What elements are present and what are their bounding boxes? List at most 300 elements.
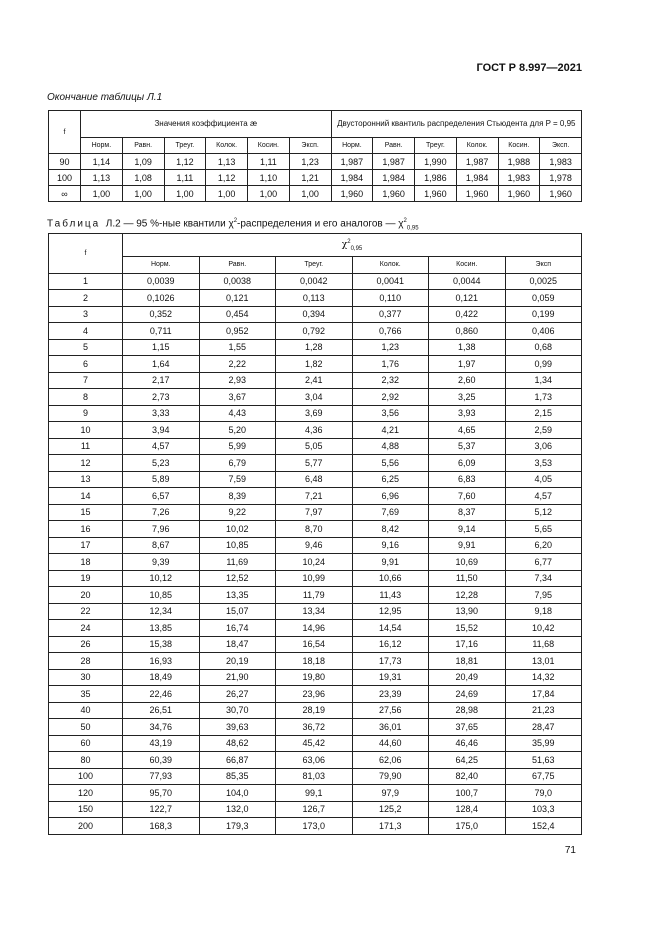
table-cell: 45,42 bbox=[276, 735, 353, 752]
table-row bbox=[49, 735, 582, 752]
table-cell: 100,7 bbox=[429, 785, 506, 802]
column-header: Эксп bbox=[505, 257, 582, 274]
table-cell: 2,41 bbox=[276, 372, 353, 389]
table-cell: 15,38 bbox=[123, 636, 200, 653]
table-cell: 0,1026 bbox=[123, 290, 200, 307]
table-row bbox=[49, 719, 582, 736]
table-cell: 0,0039 bbox=[123, 273, 200, 290]
f-header: f bbox=[49, 234, 123, 274]
table-cell: 46,46 bbox=[429, 735, 506, 752]
f-value: 50 bbox=[49, 719, 123, 736]
table2-caption-label: Таблица bbox=[47, 218, 101, 230]
table-row bbox=[49, 785, 582, 802]
f-value: 11 bbox=[49, 438, 123, 455]
table-cell: 82,40 bbox=[429, 768, 506, 785]
table-row bbox=[49, 488, 582, 505]
table-cell: 1,987 bbox=[331, 154, 373, 170]
table-cell: 77,93 bbox=[123, 768, 200, 785]
column-header: Косин. bbox=[248, 138, 290, 154]
table-cell: 168,3 bbox=[123, 818, 200, 835]
table-cell: 1,15 bbox=[123, 339, 200, 356]
f-value: 19 bbox=[49, 570, 123, 587]
table-cell: 21,23 bbox=[505, 702, 582, 719]
table-cell: 13,35 bbox=[199, 587, 276, 604]
table-cell: 17,84 bbox=[505, 686, 582, 703]
table-cell: 1,00 bbox=[122, 186, 164, 202]
table-cell: 0,0042 bbox=[276, 273, 353, 290]
column-header: Эксп. bbox=[540, 138, 582, 154]
table-cell: 0,952 bbox=[199, 323, 276, 340]
table-cell: 24,69 bbox=[429, 686, 506, 703]
table-cell: 7,96 bbox=[123, 521, 200, 538]
table-cell: 3,67 bbox=[199, 389, 276, 406]
table-cell: 1,00 bbox=[164, 186, 206, 202]
table-cell: 34,76 bbox=[123, 719, 200, 736]
table-row bbox=[49, 290, 582, 307]
table-cell: 3,06 bbox=[505, 438, 582, 455]
table-cell: 10,42 bbox=[505, 620, 582, 637]
chi-square-group-header bbox=[123, 234, 582, 257]
table-cell: 0,110 bbox=[352, 290, 429, 307]
table-cell: 2,15 bbox=[505, 405, 582, 422]
table-row bbox=[49, 471, 582, 488]
table-cell: 26,51 bbox=[123, 702, 200, 719]
table-cell: 8,37 bbox=[429, 504, 506, 521]
f-value: 40 bbox=[49, 702, 123, 719]
table-cell: 8,70 bbox=[276, 521, 353, 538]
table-cell: 122,7 bbox=[123, 801, 200, 818]
table-cell: 3,56 bbox=[352, 405, 429, 422]
f-value: 60 bbox=[49, 735, 123, 752]
table-cell: 12,52 bbox=[199, 570, 276, 587]
table2-caption-mid: -распределения и его аналогов — χ bbox=[237, 218, 404, 230]
table-cell: 16,54 bbox=[276, 636, 353, 653]
table-cell: 0,0044 bbox=[429, 273, 506, 290]
table-cell: 0,792 bbox=[276, 323, 353, 340]
table-cell: 10,85 bbox=[199, 537, 276, 554]
column-header: Колок. bbox=[206, 138, 248, 154]
table-cell: 0,121 bbox=[429, 290, 506, 307]
table-row bbox=[49, 323, 582, 340]
f-value: 26 bbox=[49, 636, 123, 653]
table-cell: 97,9 bbox=[352, 785, 429, 802]
table-cell: 10,02 bbox=[199, 521, 276, 538]
column-header: Равн. bbox=[199, 257, 276, 274]
table-cell: 1,986 bbox=[415, 170, 457, 186]
table-cell: 10,12 bbox=[123, 570, 200, 587]
table-row bbox=[49, 438, 582, 455]
table-cell: 7,97 bbox=[276, 504, 353, 521]
table-cell: 4,88 bbox=[352, 438, 429, 455]
table-cell: 1,00 bbox=[206, 186, 248, 202]
column-header: Треуг. bbox=[276, 257, 353, 274]
table-cell: 22,46 bbox=[123, 686, 200, 703]
table-cell: 0,352 bbox=[123, 306, 200, 323]
table-cell: 7,26 bbox=[123, 504, 200, 521]
table-cell: 2,73 bbox=[123, 389, 200, 406]
table-cell: 1,978 bbox=[540, 170, 582, 186]
table-cell: 5,37 bbox=[429, 438, 506, 455]
table-row bbox=[49, 154, 582, 170]
table-cell: 5,65 bbox=[505, 521, 582, 538]
table-cell: 3,69 bbox=[276, 405, 353, 422]
table-cell: 7,21 bbox=[276, 488, 353, 505]
table-cell: 16,93 bbox=[123, 653, 200, 670]
table-cell: 1,38 bbox=[429, 339, 506, 356]
table-cell: 99,1 bbox=[276, 785, 353, 802]
table-cell: 0,0025 bbox=[505, 273, 582, 290]
table-cell: 1,13 bbox=[206, 154, 248, 170]
table-cell: 43,19 bbox=[123, 735, 200, 752]
table-cell: 175,0 bbox=[429, 818, 506, 835]
table-cell: 3,04 bbox=[276, 389, 353, 406]
table-cell: 11,69 bbox=[199, 554, 276, 571]
table-row bbox=[49, 801, 582, 818]
table-cell: 1,960 bbox=[373, 186, 415, 202]
table-cell: 1,09 bbox=[122, 154, 164, 170]
table-cell: 173,0 bbox=[276, 818, 353, 835]
table-cell: 6,79 bbox=[199, 455, 276, 472]
table2-caption-main: Л.2 — 95 %-ные квантили χ bbox=[105, 218, 234, 230]
table-cell: 1,983 bbox=[540, 154, 582, 170]
table-cell: 85,35 bbox=[199, 768, 276, 785]
table-cell: 28,19 bbox=[276, 702, 353, 719]
table2-caption bbox=[47, 218, 419, 231]
table-row bbox=[49, 455, 582, 472]
table-cell: 1,00 bbox=[248, 186, 290, 202]
table-cell: 3,25 bbox=[429, 389, 506, 406]
table-cell: 8,42 bbox=[352, 521, 429, 538]
table-cell: 6,77 bbox=[505, 554, 582, 571]
table-row bbox=[49, 273, 582, 290]
table-cell: 23,39 bbox=[352, 686, 429, 703]
table-cell: 13,90 bbox=[429, 603, 506, 620]
table-row bbox=[49, 818, 582, 835]
f-value: 12 bbox=[49, 455, 123, 472]
f-value: 14 bbox=[49, 488, 123, 505]
table-cell: 7,60 bbox=[429, 488, 506, 505]
table-cell: 1,97 bbox=[429, 356, 506, 373]
table-cell: 14,96 bbox=[276, 620, 353, 637]
f-value: 30 bbox=[49, 669, 123, 686]
table-row bbox=[49, 587, 582, 604]
table-cell: 64,25 bbox=[429, 752, 506, 769]
table-cell: 0,0041 bbox=[352, 273, 429, 290]
table-cell: 1,23 bbox=[289, 154, 331, 170]
table-cell: 11,79 bbox=[276, 587, 353, 604]
table-row bbox=[49, 521, 582, 538]
f-value: 6 bbox=[49, 356, 123, 373]
table-cell: 12,28 bbox=[429, 587, 506, 604]
table-row bbox=[49, 686, 582, 703]
table-cell: 1,960 bbox=[331, 186, 373, 202]
table-row bbox=[49, 339, 582, 356]
table-cell: 0,766 bbox=[352, 323, 429, 340]
table-cell: 26,27 bbox=[199, 686, 276, 703]
coefficient-group-header: Значения коэффициента æ bbox=[81, 111, 332, 138]
table-cell: 1,23 bbox=[352, 339, 429, 356]
table-cell: 12,34 bbox=[123, 603, 200, 620]
f-value: 100 bbox=[49, 170, 81, 186]
table-cell: 6,09 bbox=[429, 455, 506, 472]
table-row bbox=[49, 422, 582, 439]
column-header: Косин. bbox=[498, 138, 540, 154]
column-header: Равн. bbox=[122, 138, 164, 154]
table-cell: 2,60 bbox=[429, 372, 506, 389]
f-value: 1 bbox=[49, 273, 123, 290]
table-cell: 19,31 bbox=[352, 669, 429, 686]
table-cell: 9,91 bbox=[429, 537, 506, 554]
table-row bbox=[49, 636, 582, 653]
table-cell: 23,96 bbox=[276, 686, 353, 703]
table-cell: 27,56 bbox=[352, 702, 429, 719]
table-cell: 16,12 bbox=[352, 636, 429, 653]
f-value: 15 bbox=[49, 504, 123, 521]
table-cell: 7,95 bbox=[505, 587, 582, 604]
table-cell: 60,39 bbox=[123, 752, 200, 769]
table-cell: 1,12 bbox=[206, 170, 248, 186]
table-row bbox=[49, 554, 582, 571]
table-cell: 1,984 bbox=[373, 170, 415, 186]
table-cell: 1,21 bbox=[289, 170, 331, 186]
table-cell: 1,11 bbox=[164, 170, 206, 186]
table-cell: 6,20 bbox=[505, 537, 582, 554]
f-value: 8 bbox=[49, 389, 123, 406]
table-cell: 4,36 bbox=[276, 422, 353, 439]
table-cell: 9,22 bbox=[199, 504, 276, 521]
table-cell: 18,49 bbox=[123, 669, 200, 686]
table-cell: 5,99 bbox=[199, 438, 276, 455]
table-cell: 6,96 bbox=[352, 488, 429, 505]
table-row bbox=[49, 653, 582, 670]
table-cell: 81,03 bbox=[276, 768, 353, 785]
table-cell: 1,12 bbox=[164, 154, 206, 170]
table-cell: 0,711 bbox=[123, 323, 200, 340]
table-cell: 12,95 bbox=[352, 603, 429, 620]
table-cell: 48,62 bbox=[199, 735, 276, 752]
table-cell: 10,24 bbox=[276, 554, 353, 571]
table-cell: 13,34 bbox=[276, 603, 353, 620]
table-cell: 28,98 bbox=[429, 702, 506, 719]
table-cell: 1,960 bbox=[498, 186, 540, 202]
table-cell: 0,454 bbox=[199, 306, 276, 323]
table-cell: 0,059 bbox=[505, 290, 582, 307]
table-cell: 2,17 bbox=[123, 372, 200, 389]
table-row bbox=[49, 170, 582, 186]
f-value: 80 bbox=[49, 752, 123, 769]
table-cell: 21,90 bbox=[199, 669, 276, 686]
f-value: 24 bbox=[49, 620, 123, 637]
table-cell: 14,32 bbox=[505, 669, 582, 686]
table2-caption-sup1: 2 bbox=[233, 218, 238, 224]
table-cell: 2,32 bbox=[352, 372, 429, 389]
table-cell: 2,59 bbox=[505, 422, 582, 439]
table-cell: 79,0 bbox=[505, 785, 582, 802]
table-cell: 9,91 bbox=[352, 554, 429, 571]
table-cell: 103,3 bbox=[505, 801, 582, 818]
table-cell: 125,2 bbox=[352, 801, 429, 818]
column-header: Колок. bbox=[456, 138, 498, 154]
f-value: 35 bbox=[49, 686, 123, 703]
table-cell: 179,3 bbox=[199, 818, 276, 835]
f-value: 90 bbox=[49, 154, 81, 170]
table1-caption: Окончание таблицы Л.1 bbox=[47, 92, 163, 103]
table-cell: 6,48 bbox=[276, 471, 353, 488]
f-value: ∞ bbox=[49, 186, 81, 202]
table-cell: 0,199 bbox=[505, 306, 582, 323]
table-cell: 95,70 bbox=[123, 785, 200, 802]
table-cell: 0,0038 bbox=[199, 273, 276, 290]
table-cell: 20,19 bbox=[199, 653, 276, 670]
table-cell: 0,113 bbox=[276, 290, 353, 307]
table-cell: 0,406 bbox=[505, 323, 582, 340]
table-cell: 1,984 bbox=[331, 170, 373, 186]
table-cell: 28,47 bbox=[505, 719, 582, 736]
page-number: 71 bbox=[564, 845, 576, 856]
chi-sub: 0,95 bbox=[350, 245, 363, 252]
table-cell: 35,99 bbox=[505, 735, 582, 752]
table-cell: 9,46 bbox=[276, 537, 353, 554]
table-cell: 1,28 bbox=[276, 339, 353, 356]
f-value: 10 bbox=[49, 422, 123, 439]
table-cell: 1,76 bbox=[352, 356, 429, 373]
f-value: 17 bbox=[49, 537, 123, 554]
table-cell: 3,33 bbox=[123, 405, 200, 422]
column-header: Треуг. bbox=[415, 138, 457, 154]
table-cell: 171,3 bbox=[352, 818, 429, 835]
table-cell: 5,77 bbox=[276, 455, 353, 472]
table-row bbox=[49, 504, 582, 521]
table-row bbox=[49, 669, 582, 686]
table-cell: 1,08 bbox=[122, 170, 164, 186]
table-cell: 18,81 bbox=[429, 653, 506, 670]
f-value: 13 bbox=[49, 471, 123, 488]
table2-caption-sub2: 0,95 bbox=[406, 225, 419, 232]
column-header: Норм. bbox=[81, 138, 123, 154]
table-cell: 5,05 bbox=[276, 438, 353, 455]
student-quantile-group-header: Двусторонний квантиль распределения Стьюдента для P = 0,95 bbox=[331, 111, 582, 138]
table-cell: 4,43 bbox=[199, 405, 276, 422]
table-row bbox=[49, 620, 582, 637]
column-header: Косин. bbox=[429, 257, 506, 274]
table-cell: 7,69 bbox=[352, 504, 429, 521]
table-cell: 0,68 bbox=[505, 339, 582, 356]
column-header: Треуг. bbox=[164, 138, 206, 154]
table-cell: 13,85 bbox=[123, 620, 200, 637]
table-cell: 4,65 bbox=[429, 422, 506, 439]
table-cell: 0,394 bbox=[276, 306, 353, 323]
table-row bbox=[49, 702, 582, 719]
table2-caption-sup2: 2 bbox=[403, 218, 407, 224]
table-cell: 2,93 bbox=[199, 372, 276, 389]
table-cell: 1,64 bbox=[123, 356, 200, 373]
table-cell: 19,80 bbox=[276, 669, 353, 686]
f-value: 2 bbox=[49, 290, 123, 307]
table-cell: 1,987 bbox=[373, 154, 415, 170]
table-cell: 17,16 bbox=[429, 636, 506, 653]
f-header: f bbox=[49, 111, 81, 154]
table-cell: 9,39 bbox=[123, 554, 200, 571]
table-cell: 104,0 bbox=[199, 785, 276, 802]
table-cell: 1,960 bbox=[456, 186, 498, 202]
column-header: Норм. bbox=[123, 257, 200, 274]
table-cell: 1,984 bbox=[456, 170, 498, 186]
table-cell: 9,14 bbox=[429, 521, 506, 538]
table-cell: 0,121 bbox=[199, 290, 276, 307]
table-row bbox=[49, 372, 582, 389]
table-cell: 126,7 bbox=[276, 801, 353, 818]
table-cell: 16,74 bbox=[199, 620, 276, 637]
table-cell: 132,0 bbox=[199, 801, 276, 818]
f-value: 3 bbox=[49, 306, 123, 323]
table-cell: 1,13 bbox=[81, 170, 123, 186]
table-cell: 1,55 bbox=[199, 339, 276, 356]
table-cell: 1,34 bbox=[505, 372, 582, 389]
table-cell: 8,39 bbox=[199, 488, 276, 505]
table-cell: 36,72 bbox=[276, 719, 353, 736]
f-value: 9 bbox=[49, 405, 123, 422]
table-cell: 15,07 bbox=[199, 603, 276, 620]
table-cell: 18,47 bbox=[199, 636, 276, 653]
table-cell: 1,00 bbox=[289, 186, 331, 202]
table-cell: 1,73 bbox=[505, 389, 582, 406]
table-cell: 14,54 bbox=[352, 620, 429, 637]
table-cell: 67,75 bbox=[505, 768, 582, 785]
table-row bbox=[49, 752, 582, 769]
table-l2-chi-square-quantiles bbox=[48, 233, 582, 835]
table-cell: 4,57 bbox=[123, 438, 200, 455]
table-row bbox=[49, 306, 582, 323]
table-cell: 1,10 bbox=[248, 170, 290, 186]
table-cell: 1,988 bbox=[498, 154, 540, 170]
table-cell: 63,06 bbox=[276, 752, 353, 769]
table-cell: 44,60 bbox=[352, 735, 429, 752]
table-cell: 51,63 bbox=[505, 752, 582, 769]
table-cell: 1,960 bbox=[415, 186, 457, 202]
table-cell: 0,99 bbox=[505, 356, 582, 373]
table-l1-continuation bbox=[48, 110, 582, 202]
table-row bbox=[49, 603, 582, 620]
table-cell: 10,66 bbox=[352, 570, 429, 587]
table-cell: 0,422 bbox=[429, 306, 506, 323]
document-code: ГОСТ Р 8.997—2021 bbox=[476, 62, 582, 74]
f-value: 18 bbox=[49, 554, 123, 571]
table-cell: 13,01 bbox=[505, 653, 582, 670]
f-value: 7 bbox=[49, 372, 123, 389]
table-cell: 5,20 bbox=[199, 422, 276, 439]
table-row bbox=[49, 768, 582, 785]
table-cell: 4,05 bbox=[505, 471, 582, 488]
table-cell: 30,70 bbox=[199, 702, 276, 719]
table-cell: 17,73 bbox=[352, 653, 429, 670]
f-value: 150 bbox=[49, 801, 123, 818]
table-cell: 3,94 bbox=[123, 422, 200, 439]
table-cell: 3,53 bbox=[505, 455, 582, 472]
table-cell: 10,85 bbox=[123, 587, 200, 604]
table-row bbox=[49, 537, 582, 554]
f-value: 22 bbox=[49, 603, 123, 620]
f-value: 28 bbox=[49, 653, 123, 670]
table-row bbox=[49, 356, 582, 373]
table-cell: 2,22 bbox=[199, 356, 276, 373]
table-cell: 6,25 bbox=[352, 471, 429, 488]
table-cell: 1,14 bbox=[81, 154, 123, 170]
table-cell: 11,43 bbox=[352, 587, 429, 604]
table-cell: 128,4 bbox=[429, 801, 506, 818]
table-cell: 1,987 bbox=[456, 154, 498, 170]
table-cell: 5,23 bbox=[123, 455, 200, 472]
table-cell: 1,990 bbox=[415, 154, 457, 170]
